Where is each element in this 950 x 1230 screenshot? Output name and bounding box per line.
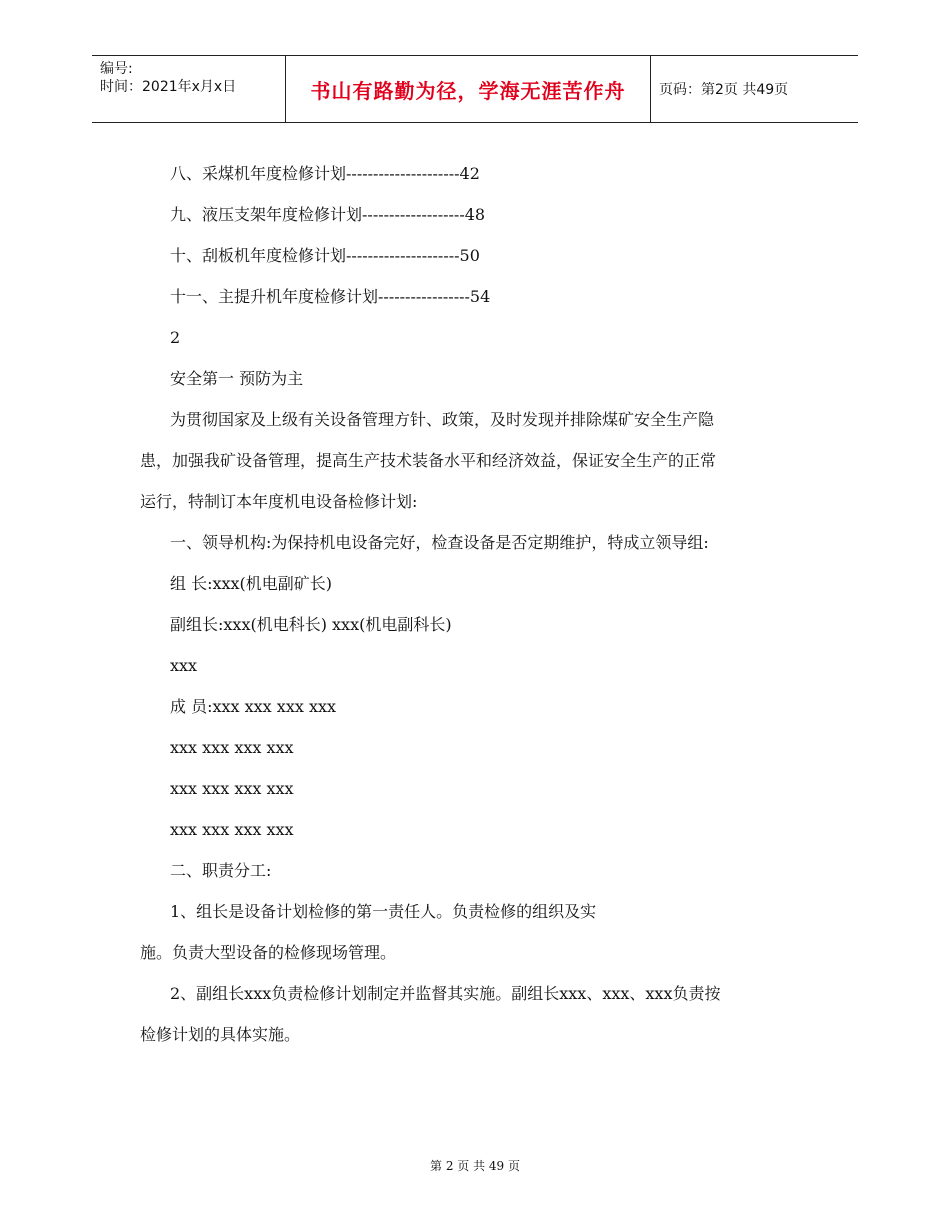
toc-entry: 十、刮板机年度检修计划---------------------50 [170, 246, 480, 265]
members-line: xxx xxx xxx xxx [170, 738, 294, 757]
intro-paragraph: 为贯彻国家及上级有关设备管理方针、政策，及时发现并排除煤矿安全生产隐 [170, 410, 715, 429]
members-line: 成 员:xxx xxx xxx xxx [170, 697, 337, 716]
page-number-text: 2 [170, 328, 181, 347]
leader-line: 组 长:xxx(机电副矿长) [170, 574, 333, 593]
intro-paragraph: 患，加强我矿设备管理，提高生产技术装备水平和经济效益，保证安全生产的正常 [140, 451, 717, 470]
toc-entry: 九、液压支架年度检修计划-------------------48 [170, 205, 486, 224]
duty-item-1: 1、组长是设备计划检修的第一责任人。负责检修的组织及实 [170, 902, 597, 921]
header-page-info: 页码：第2页 共49页 [659, 82, 789, 98]
duty-item-2: 2、副组长xxx负责检修计划制定并监督其实施。副组长xxx、xxx、xxx负责按 [170, 984, 721, 1003]
section2-title: 二、职责分工: [170, 861, 272, 880]
header-time-label: 时间：2021年x月x日 [100, 79, 237, 95]
header-motto: 书山有路勤为径，学海无涯苦作舟 [286, 56, 651, 122]
page-header [92, 55, 858, 123]
members-line: xxx xxx xxx xxx [170, 779, 294, 798]
deputy-extra-line: xxx [170, 656, 198, 675]
header-id-label: 编号: [100, 61, 133, 77]
deputy-line: 副组长:xxx(机电科长) xxx(机电副科长) [170, 615, 452, 634]
toc-entry: 八、采煤机年度检修计划---------------------42 [170, 164, 480, 183]
section1-title: 一、领导机构:为保持机电设备完好，检查设备是否定期维护，特成立领导组: [170, 533, 709, 552]
intro-paragraph: 运行，特制订本年度机电设备检修计划: [140, 492, 418, 511]
page-footer: 第 2 页 共 49 页 [430, 1159, 520, 1173]
document-body [140, 153, 820, 1055]
duty-item-1-cont: 施。负责大型设备的检修现场管理。 [140, 943, 397, 962]
members-line: xxx xxx xxx xxx [170, 820, 294, 839]
slogan: 安全第一 预防为主 [170, 369, 304, 388]
toc-entry: 十一、主提升机年度检修计划-----------------54 [170, 287, 491, 306]
header-meta [92, 56, 286, 122]
duty-item-2-cont: 检修计划的具体实施。 [140, 1025, 301, 1044]
